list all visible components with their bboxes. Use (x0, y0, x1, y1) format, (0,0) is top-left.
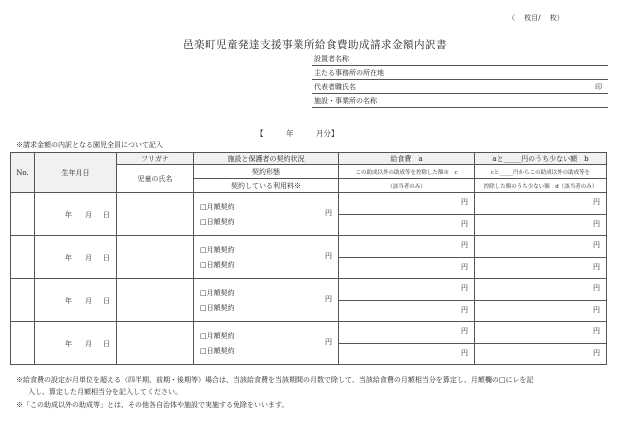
meal-fee-c-cell[interactable]: 円 (339, 300, 475, 322)
header-no: No. (11, 153, 35, 193)
meal-fee-c-cell[interactable]: 円 (339, 257, 475, 279)
lesser-b-cell[interactable]: 円 (475, 279, 607, 301)
document-title: 邑楽町児童発達支援事業所給食費助成請求金額内訳書 (183, 39, 447, 51)
table-row (11, 236, 607, 258)
contract-cell[interactable]: □月額契約 □日額契約 円 (194, 193, 339, 236)
header-lesser-sub2: 控除した額のうち少ない額 d（該当者のみ） (475, 179, 607, 193)
header-meal-sub: この助成以外の助成等を控除した額※ c (339, 165, 475, 179)
table-row (11, 279, 607, 301)
seal-mark: 印 (595, 83, 602, 91)
monthly-checkbox[interactable]: □月額契約 (200, 246, 235, 254)
header-contract-fee: 契約している利用料※ (194, 179, 339, 193)
contract-cell[interactable]: □月額契約 □日額契約 円 (194, 279, 339, 322)
page-count: （ 枚目/ 枚） (508, 14, 564, 22)
row-no-cell[interactable] (11, 193, 35, 236)
lesser-b-cell[interactable]: 円 (475, 236, 607, 258)
monthly-checkbox[interactable]: □月額契約 (200, 203, 235, 211)
period-label: 【 年 月分】 (256, 129, 339, 138)
info-label: 代表者職氏名 (314, 83, 356, 91)
header-lesser: aと_____円のうち少ない額 b (475, 153, 607, 165)
birth-date-cell[interactable]: 年 月 日 (35, 322, 117, 365)
table-row (11, 322, 607, 344)
meal-fee-a-cell[interactable]: 円 (339, 236, 475, 258)
info-field-representative (312, 81, 608, 94)
info-field-office-address (312, 67, 608, 80)
note-top: ※請求金額の内訳となる園児全員について記入 (16, 141, 163, 149)
monthly-checkbox[interactable]: □月額契約 (200, 332, 235, 340)
meal-fee-a-cell[interactable]: 円 (339, 193, 475, 215)
lesser-d-cell[interactable]: 円 (475, 343, 607, 365)
meal-fee-a-cell[interactable]: 円 (339, 279, 475, 301)
meal-fee-c-cell[interactable]: 円 (339, 343, 475, 365)
info-label: 主たる事務所の所在地 (314, 69, 384, 77)
header-meal-fee: 給食費 a (339, 153, 475, 165)
meal-fee-c-cell[interactable]: 円 (339, 214, 475, 236)
table-row (11, 193, 607, 215)
daily-checkbox[interactable]: □日額契約 (200, 304, 235, 312)
lesser-d-cell[interactable]: 円 (475, 214, 607, 236)
info-label: 施設・事業所の名称 (314, 97, 377, 105)
lesser-b-cell[interactable]: 円 (475, 322, 607, 344)
header-child-name: 児童の氏名 (117, 165, 194, 193)
info-label: 設置者名称 (314, 55, 349, 63)
contract-cell[interactable]: □月額契約 □日額契約 円 (194, 236, 339, 279)
header-meal-sub2: （該当者のみ） (339, 179, 475, 193)
child-name-cell[interactable] (117, 193, 194, 236)
monthly-checkbox[interactable]: □月額契約 (200, 289, 235, 297)
footnote-other-aid: ※「この助成以外の助成等」とは、その他各自治体や施設で実施する免除をいいます。 (16, 401, 289, 409)
meal-fee-a-cell[interactable]: 円 (339, 322, 475, 344)
footnote-monthly: ※給食費の設定が月単位を超える（四半期、前期・後期等）場合は、当該給食費を当該期間の月数で除して、当該給食費の月額相当分を算定し、月額欄の□にレを記 入し、算定した月額相当分を記入してください。 (16, 376, 534, 396)
lesser-d-cell[interactable]: 円 (475, 257, 607, 279)
info-field-facility-name (312, 95, 608, 108)
birth-date-cell[interactable]: 年 月 日 (35, 193, 117, 236)
lesser-b-cell[interactable]: 円 (475, 193, 607, 215)
contract-cell[interactable]: □月額契約 □日額契約 円 (194, 322, 339, 365)
header-contract-type: 契約形態 (194, 165, 339, 179)
header-furigana: フリガナ (117, 153, 194, 165)
child-name-cell[interactable] (117, 236, 194, 279)
birth-date-cell[interactable]: 年 月 日 (35, 236, 117, 279)
row-no-cell[interactable] (11, 322, 35, 365)
header-contract: 施設と保護者の契約状況 (194, 153, 339, 165)
daily-checkbox[interactable]: □日額契約 (200, 347, 235, 355)
breakdown-table (10, 152, 607, 365)
birth-date-cell[interactable]: 年 月 日 (35, 279, 117, 322)
daily-checkbox[interactable]: □日額契約 (200, 218, 235, 226)
header-lesser-sub: cと_____円からこの助成以外の助成等を (475, 165, 607, 179)
lesser-d-cell[interactable]: 円 (475, 300, 607, 322)
daily-checkbox[interactable]: □日額契約 (200, 261, 235, 269)
info-field-installer (312, 53, 608, 66)
child-name-cell[interactable] (117, 322, 194, 365)
child-name-cell[interactable] (117, 279, 194, 322)
row-no-cell[interactable] (11, 279, 35, 322)
header-birth: 生年月日 (35, 153, 117, 193)
row-no-cell[interactable] (11, 236, 35, 279)
